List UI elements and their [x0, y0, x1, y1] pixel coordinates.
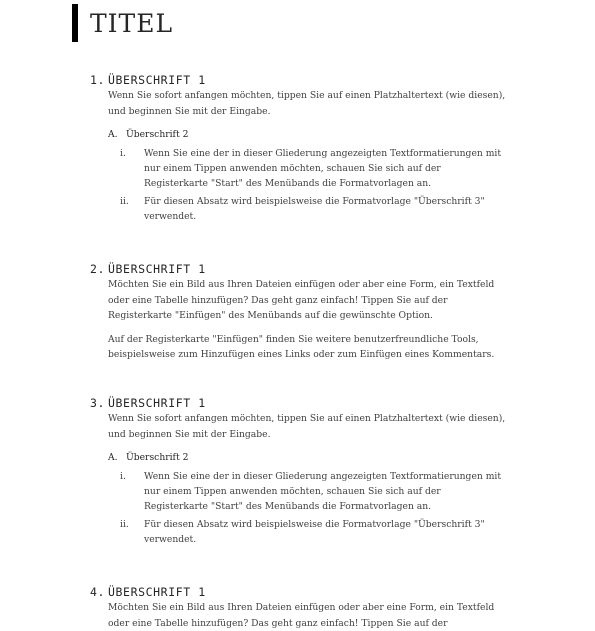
- list-item-marker: ii.: [120, 519, 129, 530]
- list-item[interactable]: [90, 517, 520, 547]
- list-item-marker: ii.: [120, 196, 129, 207]
- heading-2-letter: A.: [108, 129, 118, 140]
- list-item-text: [144, 517, 514, 547]
- heading-1[interactable]: [90, 72, 520, 88]
- list-item[interactable]: [90, 194, 520, 224]
- list-line: Für diesen Absatz wird beispielsweise die Formatvorlage "Überschrift 3": [144, 519, 485, 530]
- para-line: und beginnen Sie mit der Eingabe.: [108, 428, 271, 440]
- heading-text: ÜBERSCHRIFT 1: [108, 73, 206, 87]
- list-item-text: [144, 194, 514, 224]
- heading-text: ÜBERSCHRIFT 1: [108, 262, 206, 276]
- heading-2-text: Überschrift 2: [126, 452, 189, 463]
- list-line: Für diesen Absatz wird beispielsweise die Formatvorlage "Überschrift 3": [144, 196, 485, 207]
- para-line: Auf der Registerkarte "Einfügen" finden Sie weitere benutzerfreundliche Tools,: [108, 333, 479, 345]
- heading-number: 4.: [90, 585, 106, 599]
- document-title[interactable]: TITEL: [90, 8, 174, 38]
- para-line: Möchten Sie ein Bild aus Ihren Dateien einfügen oder aber eine Form, ein Textfeld: [108, 279, 495, 290]
- heading-2[interactable]: [90, 450, 520, 465]
- list-item-marker: i.: [120, 148, 126, 159]
- title-block: [72, 4, 173, 42]
- list-line: Registerkarte "Start" des Menübands die Formatvorlagen an.: [144, 501, 432, 512]
- heading-2-letter: A.: [108, 452, 118, 463]
- list-item-text: [144, 146, 514, 191]
- para-line: Wenn Sie sofort anfangen möchten, tippen Sie auf einen Platzhaltertext (wie diesen),: [108, 413, 506, 424]
- para-line: Registerkarte "Einfügen" des Menübands auf die gewünschte Option.: [108, 310, 433, 321]
- list-item-text: [144, 469, 514, 514]
- para-line: Möchten Sie ein Bild aus Ihren Dateien einfügen oder aber eine Form, ein Textfeld: [108, 602, 495, 613]
- list-line: verwendet.: [144, 211, 197, 222]
- section-3: [90, 395, 520, 547]
- list-line: nur einem Tippen anwenden möchten, schauen Sie sich auf der: [144, 486, 441, 497]
- heading-text: ÜBERSCHRIFT 1: [108, 585, 206, 599]
- list-item[interactable]: [90, 146, 520, 191]
- title-accent-bar: [72, 4, 78, 42]
- list-line: Wenn Sie eine der in dieser Gliederung angezeigten Textformatierungen mit: [144, 471, 502, 482]
- heading-number: 2.: [90, 262, 106, 276]
- body-paragraph[interactable]: [90, 600, 520, 631]
- section-2: [90, 261, 520, 363]
- body-paragraph[interactable]: [90, 332, 520, 363]
- body-paragraph[interactable]: [90, 411, 520, 442]
- para-line: Wenn Sie sofort anfangen möchten, tippen Sie auf einen Platzhaltertext (wie diesen),: [108, 90, 506, 101]
- heading-number: 3.: [90, 396, 106, 410]
- heading-2-text: Überschrift 2: [126, 129, 189, 140]
- list-line: Wenn Sie eine der in dieser Gliederung angezeigten Textformatierungen mit: [144, 148, 502, 159]
- list-item[interactable]: [90, 469, 520, 514]
- heading-text: ÜBERSCHRIFT 1: [108, 396, 206, 410]
- heading-1[interactable]: [90, 261, 520, 277]
- para-line: oder eine Tabelle hinzufügen? Das geht ganz einfach! Tippen Sie auf der: [108, 294, 448, 306]
- heading-2[interactable]: [90, 127, 520, 142]
- list-line: verwendet.: [144, 534, 197, 545]
- heading-1[interactable]: [90, 584, 520, 600]
- body-paragraph[interactable]: [90, 88, 520, 119]
- para-line: und beginnen Sie mit der Eingabe.: [108, 105, 271, 117]
- heading-number: 1.: [90, 73, 106, 87]
- list-line: nur einem Tippen anwenden möchten, schauen Sie sich auf der: [144, 163, 441, 174]
- para-line: oder eine Tabelle hinzufügen? Das geht ganz einfach! Tippen Sie auf der: [108, 617, 448, 629]
- heading-1[interactable]: [90, 395, 520, 411]
- list-line: Registerkarte "Start" des Menübands die Formatvorlagen an.: [144, 178, 432, 189]
- list-item-marker: i.: [120, 471, 126, 482]
- section-4: [90, 584, 520, 631]
- section-1: [90, 72, 520, 224]
- body-paragraph[interactable]: [90, 277, 520, 324]
- para-line: beispielsweise zum Hinzufügen eines Links oder zum Einfügen eines Kommentars.: [108, 349, 495, 360]
